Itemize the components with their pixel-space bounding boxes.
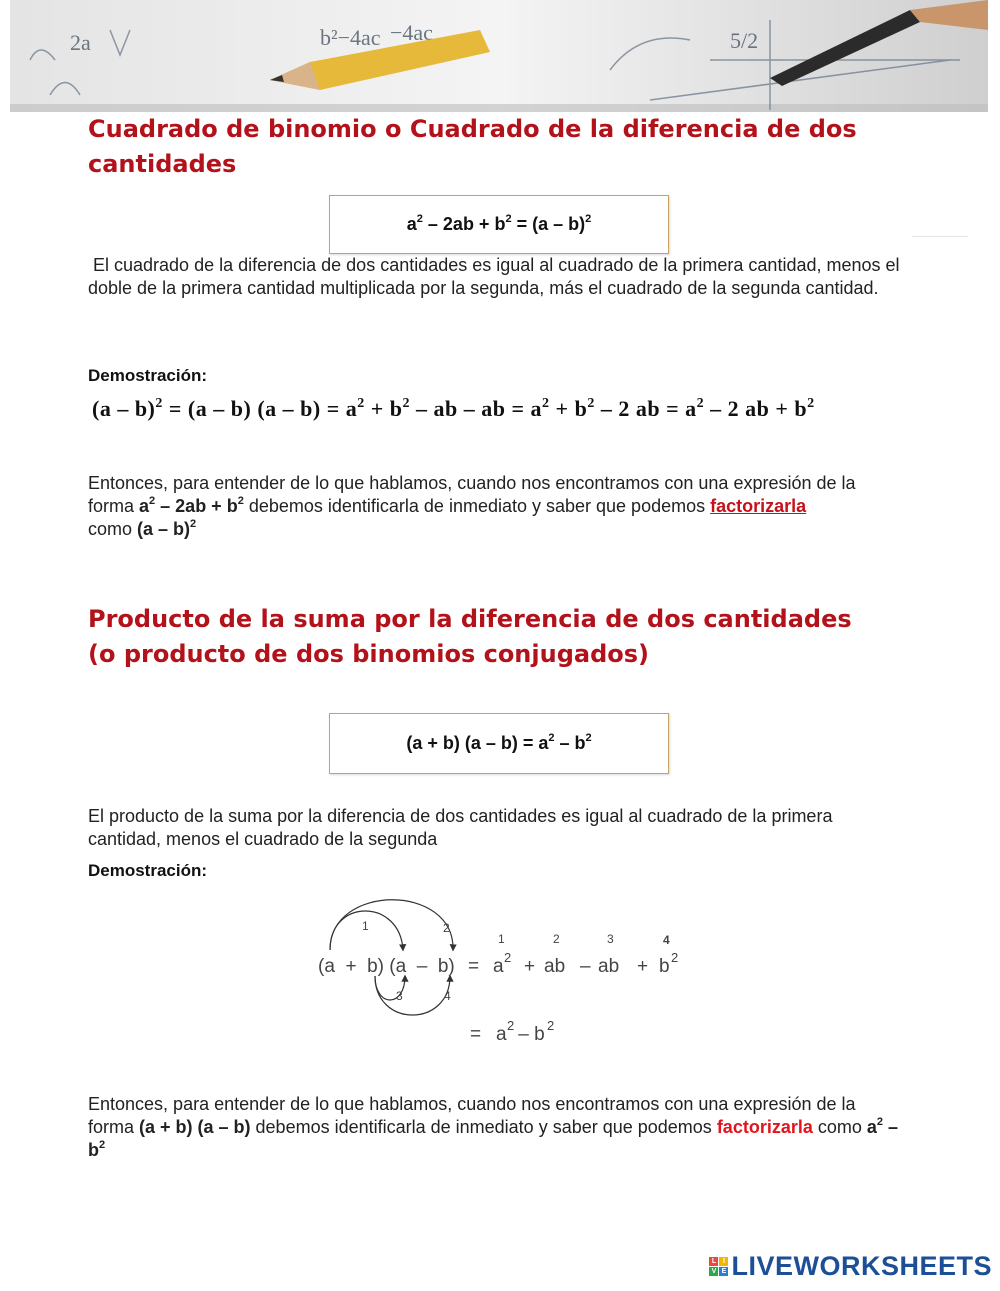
section1-description: El cuadrado de la diferencia de dos cantidades es igual al cuadrado de la primera cantidad, menos el doble de la primera cantidad multiplicada por la segunda, más el cuadrado de la segunda cantidad. bbox=[88, 255, 900, 298]
logo-cube-icon: L I V E bbox=[709, 1257, 728, 1276]
section2-title-line1: Producto de la suma por la diferencia de dos cantidades bbox=[88, 605, 852, 633]
section2-demo-label: Demostración: bbox=[88, 861, 208, 880]
section2-conclusion-expr: (a + b) (a – b) bbox=[139, 1117, 251, 1137]
arrow-label-4: 4 bbox=[444, 989, 451, 1003]
arrow-2 bbox=[330, 900, 453, 950]
liveworksheets-logo bbox=[709, 1251, 992, 1281]
section2-title-line2: (o producto de dos binomios conjugados) bbox=[88, 640, 649, 668]
section1-formula-box bbox=[329, 195, 669, 254]
term-index-2: 2 bbox=[553, 932, 560, 946]
term-3: ab bbox=[598, 956, 620, 977]
result-equals: = bbox=[470, 1024, 482, 1045]
section2-description: El producto de la suma por la diferencia de dos cantidades es igual al cuadrado de la primera cantidad, menos el cuadrado de la segunda bbox=[88, 806, 833, 849]
term-2-op: + bbox=[524, 956, 536, 977]
logo-text: LIVEWORKSHEETS bbox=[731, 1250, 992, 1281]
section1-title: Cuadrado de binomio o Cuadrado de la diferencia de dos cantidades bbox=[88, 115, 857, 178]
term-1: a bbox=[493, 956, 504, 977]
term-1-sup: 2 bbox=[504, 950, 512, 965]
result-a: a bbox=[496, 1024, 507, 1045]
term-2: ab bbox=[544, 956, 566, 977]
banner-formula-2: b²−4ac bbox=[320, 25, 381, 50]
term-index-3: 3 bbox=[607, 932, 614, 946]
term-3-op: – bbox=[580, 956, 591, 977]
term-index-4: 4 bbox=[663, 933, 670, 947]
header-banner bbox=[10, 0, 988, 112]
result-sup-2: 2 bbox=[547, 1018, 555, 1033]
banner-formula-4: −4ac bbox=[390, 20, 433, 45]
banner-formula-5: 5/2 bbox=[730, 28, 759, 53]
arrow-label-3: 3 bbox=[396, 989, 403, 1003]
result-minus-b: – b bbox=[513, 1024, 545, 1045]
banner-graphic bbox=[10, 0, 988, 112]
term-index-1: 1 bbox=[498, 932, 505, 946]
arrow-4 bbox=[375, 976, 450, 1015]
section2-title bbox=[88, 602, 948, 672]
section1-conclusion-result: (a – b)$^2$ bbox=[137, 518, 197, 539]
factorizarla-link[interactable]: factorizarla bbox=[710, 496, 807, 516]
section2-formula-box bbox=[329, 713, 669, 774]
divider bbox=[912, 236, 968, 237]
section1-formula: $a^2 - 2ab + b^2 = (a - b)^2$ bbox=[406, 213, 592, 234]
section1-demo-label: Demostración: bbox=[88, 366, 208, 385]
section2-formula: (a + b) $(a - b) = a^2 - b^2$ bbox=[406, 732, 592, 753]
section2-conclusion: Entonces, para entender de lo que hablamos, cuando nos encontramos con una expresión de la forma (a + b) (a – b) debemos identificarla de inmediato y saber que podemos factorizarla como $a^2 - b^2$ bbox=[88, 1094, 899, 1160]
term-4-sup: 2 bbox=[671, 950, 679, 965]
section1-conclusion: Entonces, para entender de lo que hablamos, cuando nos encontramos con una expresión de la forma $a^2 - 2ab + b^2$ debemos identificarla de inmediato y saber que podemos factorizarla como (a – b)$^2$ bbox=[88, 473, 856, 539]
banner-formula-1: 2a bbox=[70, 30, 91, 55]
diagram-equals: = bbox=[468, 956, 480, 977]
arrow-label-2: 2 bbox=[443, 921, 450, 935]
result-sup-1: 2 bbox=[507, 1018, 515, 1033]
diagram-expression: (a + b) (a – b) bbox=[318, 956, 455, 977]
section1-conclusion-expr: $a^2 - 2ab + b^2$ bbox=[139, 495, 244, 516]
term-4-op: + bbox=[637, 956, 649, 977]
factorizarla-text[interactable]: factorizarla bbox=[716, 1117, 813, 1137]
demo-diagram bbox=[300, 888, 700, 1063]
term-4: b bbox=[659, 956, 670, 977]
section1-demo-math: (a – b)$^2$ = (a – b) $(a - b) = a^2 + b^2$ – ab – ab = $a^2 + b^2 - 2$ ab = $a^2 - 2$ ab + $b^2$ bbox=[92, 395, 815, 421]
section2-conclusion-result: $a^2 - b^2$ bbox=[88, 1116, 899, 1160]
arrow-label-1: 1 bbox=[362, 919, 369, 933]
demo-diagram-svg bbox=[300, 888, 700, 1063]
